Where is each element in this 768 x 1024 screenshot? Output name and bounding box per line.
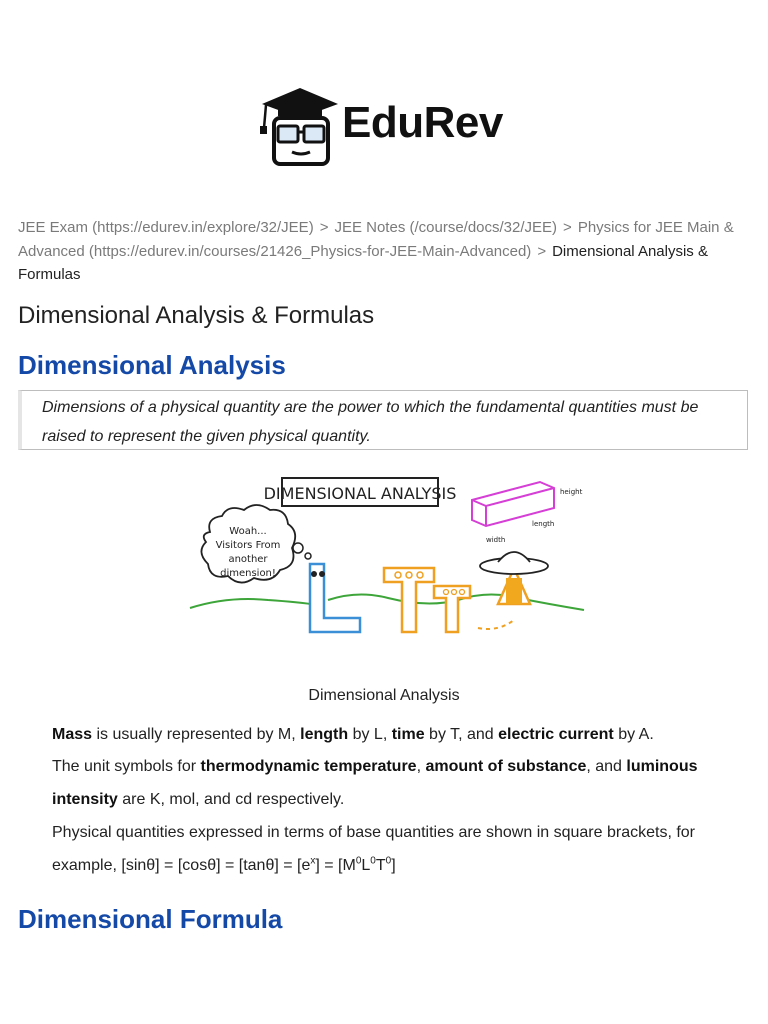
bubble-line-2: Visitors From [215, 540, 281, 551]
breadcrumb [18, 216, 748, 287]
paragraph-square-brackets [52, 816, 742, 882]
superscript: 0 [355, 855, 362, 867]
section-heading-dimensional-formula: Dimensional Formula [18, 904, 283, 934]
box-label-width: width [486, 536, 506, 544]
box-label-length: length [532, 520, 555, 528]
breadcrumb-item-jee-notes[interactable]: JEE Notes (/course/docs/32/JEE) [334, 219, 558, 236]
text-span: Physical quantities expressed in terms of base quantities are shown in square brackets, for example, [sinθ] = [cosθ] = [tanθ] = [e [52, 824, 695, 874]
logo-wordmark: EduRev [342, 98, 503, 147]
dimensional-analysis-illustration [188, 470, 586, 640]
definition-quote [18, 390, 748, 450]
edurev-logo[interactable] [240, 72, 532, 172]
superscript: x [310, 855, 316, 867]
definition-quote-text: Dimensions of a physical quantity are the power to which the fundamental quantities must be raised to represent the given physical quantity. [42, 399, 699, 445]
paragraph-base-quantities [52, 718, 742, 751]
text-span: T [375, 857, 386, 874]
paragraph-unit-symbols [52, 750, 742, 816]
illustration-svg [188, 470, 586, 640]
section-heading-dimensional-analysis: Dimensional Analysis [18, 350, 286, 380]
text-span: The unit symbols for [52, 758, 201, 775]
graduate-mascot-icon [254, 82, 346, 178]
term-thermodynamic-temperature: thermodynamic temperature [200, 758, 417, 775]
box-label-height: height [560, 488, 583, 496]
text-span: is usually represented by M, [92, 726, 301, 743]
breadcrumb-separator: > [319, 219, 329, 236]
term-luminous-intensity: luminous intensity [52, 758, 698, 808]
breadcrumb-separator: > [563, 219, 572, 236]
figure-caption: Dimensional Analysis [308, 687, 460, 704]
illustration-title: DIMENSIONAL ANALYSIS [263, 484, 457, 503]
text-span: L [361, 857, 371, 874]
bubble-line-3: another [228, 554, 268, 565]
breadcrumb-item-physics-course[interactable]: Physics for JEE Main & Advanced (https://edurev.in/courses/21426_Physics-for-JEE-Main-Advanced) [18, 219, 734, 260]
term-length: length [300, 726, 349, 743]
text-span: by T, and [424, 726, 499, 743]
text-span: ] = [M [315, 857, 356, 874]
superscript: 0 [385, 855, 392, 867]
breadcrumb-item-jee-exam[interactable]: JEE Exam (https://edurev.in/explore/32/JEE) [18, 219, 314, 236]
text-span: ] [391, 857, 396, 874]
text-span: , and [586, 758, 627, 775]
text-span: are K, mol, and cd respectively. [117, 791, 345, 808]
page-title: Dimensional Analysis & Formulas [18, 302, 375, 329]
text-span: , [416, 758, 426, 775]
breadcrumb-separator: > [537, 242, 547, 260]
term-mass: Mass [52, 726, 93, 743]
term-electric-current: electric current [498, 726, 614, 743]
text-span: by A. [613, 726, 654, 743]
text-span: by L, [348, 726, 392, 743]
term-amount-of-substance: amount of substance [425, 758, 587, 775]
bubble-line-1: Woah... [229, 526, 267, 537]
breadcrumb-current: Dimensional Analysis & Formulas [18, 242, 708, 283]
term-time: time [391, 726, 425, 743]
bubble-line-4: dimension! [220, 568, 276, 579]
superscript: 0 [370, 855, 376, 867]
